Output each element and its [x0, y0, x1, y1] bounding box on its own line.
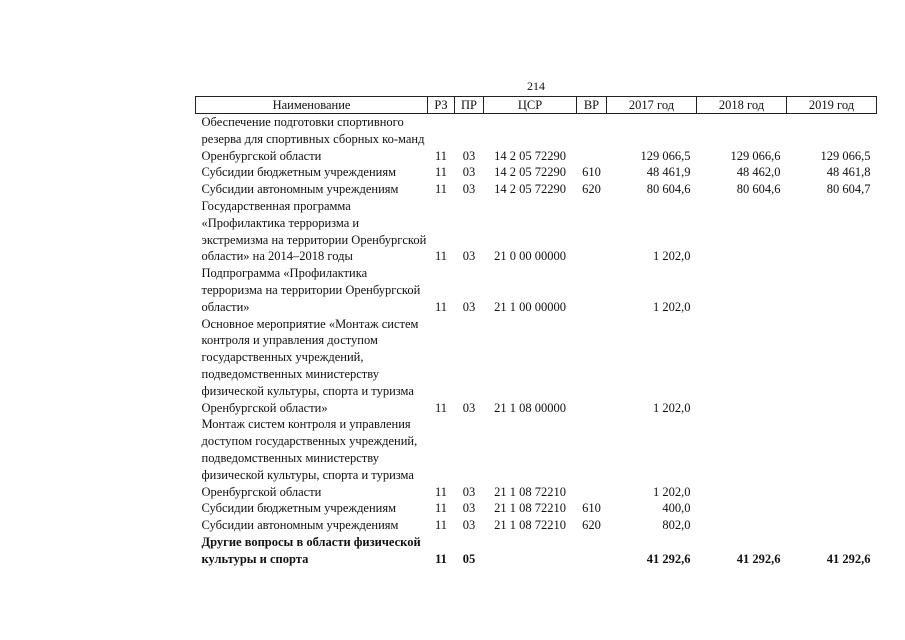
row-2018: 41 292,6	[736, 551, 781, 566]
page-number: 214	[527, 79, 545, 93]
row-vr: 620	[582, 518, 601, 533]
row-pr: 03	[462, 249, 476, 264]
row-2018	[697, 265, 787, 315]
row-vr	[577, 198, 607, 265]
row-vr: 620	[582, 182, 601, 197]
row-csr: 21 1 08 72210	[494, 501, 566, 516]
row-2019	[787, 198, 877, 265]
row-name: Государственная программа «Профилактика терроризма и экстремизма на территории Оренбургской области» на 2014–2018 годы	[201, 198, 427, 264]
row-2019	[787, 500, 877, 517]
row-2019: 48 461,8	[826, 165, 871, 180]
header-rz: РЗ	[428, 97, 455, 114]
row-2018: 48 462,0	[736, 165, 781, 180]
header-2018: 2018 год	[697, 97, 787, 114]
row-pr: 03	[462, 484, 476, 499]
row-2019	[787, 265, 877, 315]
row-name: Субсидии автономным учреждениям	[201, 518, 399, 533]
row-csr: 21 1 00 00000	[494, 299, 566, 314]
row-csr	[484, 534, 577, 568]
row-rz: 11	[434, 400, 448, 415]
row-csr: 21 1 08 72210	[494, 484, 566, 499]
row-2017: 1 202,0	[653, 484, 691, 499]
table-row	[196, 534, 877, 568]
row-name: Другие вопросы в области физической культуры и спорта	[201, 534, 421, 566]
table-row	[196, 164, 877, 181]
row-2018	[697, 517, 787, 534]
header-csr: ЦСР	[484, 97, 577, 114]
table-row	[196, 198, 877, 265]
row-name: Субсидии бюджетным учреждениям	[201, 165, 397, 180]
row-name: Монтаж систем контроля и управления доступом государственных учреждений, подведомственных министерству физической культуры, спорта и туризма Оренбургской области	[201, 417, 418, 499]
table-row	[196, 517, 877, 534]
header-name: Наименование	[196, 97, 428, 114]
row-2017: 48 461,9	[646, 165, 691, 180]
row-2019	[787, 316, 877, 417]
row-csr: 14 2 05 72290	[494, 148, 566, 163]
row-2019	[787, 416, 877, 500]
header-2019: 2019 год	[787, 97, 877, 114]
row-vr	[577, 534, 607, 568]
row-pr: 03	[462, 299, 476, 314]
table-row	[196, 500, 877, 517]
table-row	[196, 316, 877, 417]
row-2019: 129 066,5	[820, 148, 871, 163]
row-rz: 11	[434, 182, 448, 197]
row-2017: 80 604,6	[646, 182, 691, 197]
budget-table	[195, 96, 877, 568]
row-csr: 14 2 05 72290	[494, 165, 566, 180]
table-row	[196, 181, 877, 198]
row-2019	[787, 517, 877, 534]
row-2018: 80 604,6	[736, 182, 781, 197]
row-csr: 21 0 00 00000	[494, 249, 566, 264]
row-2018	[697, 500, 787, 517]
row-2017: 41 292,6	[646, 551, 691, 566]
table-row	[196, 416, 877, 500]
table-row	[196, 265, 877, 315]
row-2017: 1 202,0	[653, 299, 691, 314]
row-rz: 11	[434, 299, 448, 314]
row-2018	[697, 316, 787, 417]
row-pr: 03	[462, 400, 476, 415]
row-pr: 03	[462, 518, 476, 533]
row-2017: 802,0	[662, 518, 691, 533]
row-csr: 21 1 08 00000	[494, 400, 566, 415]
header-2017: 2017 год	[607, 97, 697, 114]
table-row	[196, 114, 877, 165]
row-rz: 11	[434, 501, 448, 516]
row-rz: 11	[434, 165, 448, 180]
row-name: Основное мероприятие «Монтаж систем контроля и управления доступом государственных учреждений, подведомственных министерству физической культуры, спорта и туризма Оренбургской области»	[201, 316, 419, 415]
row-name: Субсидии автономным учреждениям	[201, 182, 399, 197]
row-pr: 03	[462, 148, 476, 163]
row-2019: 80 604,7	[826, 182, 871, 197]
row-2017: 400,0	[662, 501, 691, 516]
row-2017: 129 066,5	[640, 148, 691, 163]
row-pr: 03	[462, 501, 476, 516]
row-vr	[577, 416, 607, 500]
row-2017: 1 202,0	[653, 249, 691, 264]
header-vr: ВР	[577, 97, 607, 114]
row-pr: 03	[462, 165, 476, 180]
row-vr	[577, 316, 607, 417]
row-name: Обеспечение подготовки спортивного резерва для спортивных сборных ко-манд Оренбургской области	[201, 115, 425, 163]
row-vr	[577, 114, 607, 165]
row-rz: 11	[434, 148, 448, 163]
row-vr: 610	[582, 165, 601, 180]
table-header-row	[196, 97, 877, 114]
row-rz: 11	[434, 518, 448, 533]
row-name: Субсидии бюджетным учреждениям	[201, 501, 397, 516]
row-2018	[697, 198, 787, 265]
row-2018: 129 066,6	[730, 148, 781, 163]
row-pr: 05	[462, 551, 476, 566]
row-name: Подпрограмма «Профилактика терроризма на территории Оренбургской области»	[201, 266, 421, 314]
row-2018	[697, 416, 787, 500]
header-pr: ПР	[455, 97, 484, 114]
row-2019: 41 292,6	[826, 551, 871, 566]
row-rz: 11	[434, 249, 448, 264]
row-vr	[577, 265, 607, 315]
row-csr: 21 1 08 72210	[494, 518, 566, 533]
row-pr: 03	[462, 182, 476, 197]
row-vr: 610	[582, 501, 601, 516]
row-2017: 1 202,0	[653, 400, 691, 415]
row-csr: 14 2 05 72290	[494, 182, 566, 197]
row-rz: 11	[435, 551, 447, 566]
row-rz: 11	[434, 484, 448, 499]
